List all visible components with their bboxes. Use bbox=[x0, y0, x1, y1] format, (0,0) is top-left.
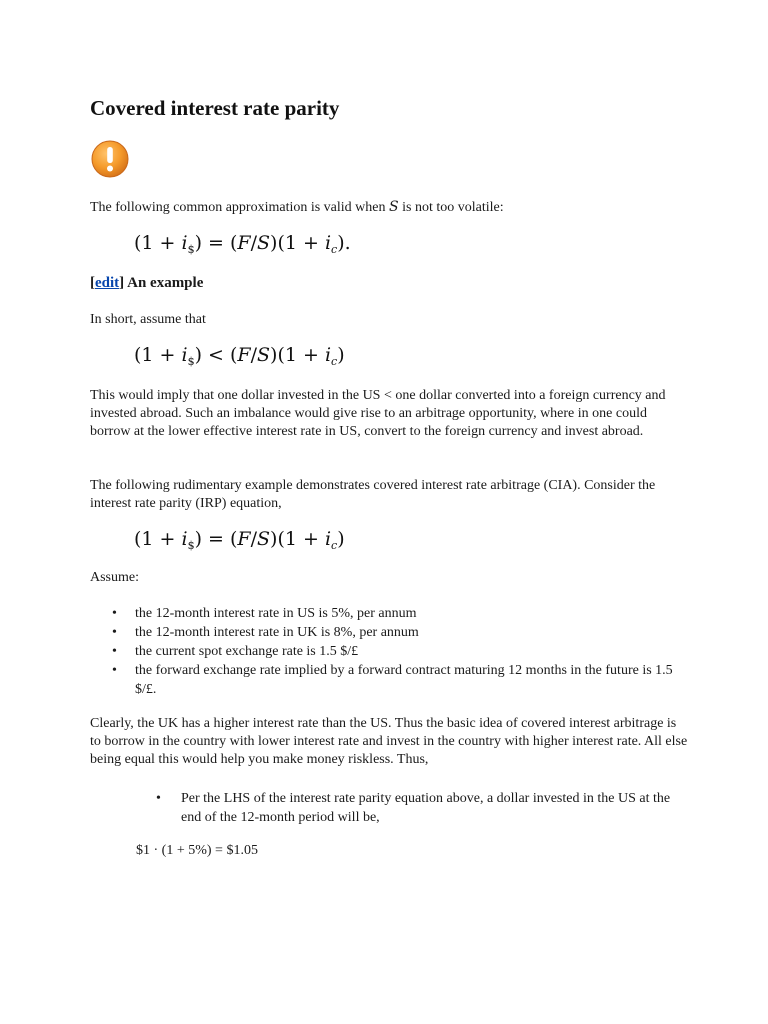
clearly-paragraph: Clearly, the UK has a higher interest rate than the US. Thus the basic idea of covered interest arbitrage is to borrow in the country with lower interest rate and invest in the country with higher interest rate. All else being equal this would help you make money riskless. Thus, bbox=[90, 716, 688, 767]
assumption-list bbox=[90, 604, 690, 699]
intro-text-after: is not too volatile: bbox=[398, 200, 504, 215]
short-paragraph: In short, assume that bbox=[90, 312, 206, 327]
bracket-close: ] bbox=[119, 275, 125, 291]
exclamation-warning-icon bbox=[90, 139, 130, 179]
intro-text-before: The following common approximation is valid when bbox=[90, 200, 390, 215]
edit-link[interactable]: edit bbox=[95, 275, 120, 291]
section-title: An example bbox=[127, 275, 204, 291]
assume-label: Assume: bbox=[90, 570, 139, 585]
rudimentary-paragraph: The following rudimentary example demonstrates covered interest rate arbitrage (CIA). Consider the interest rate parity (IRP) equation, bbox=[90, 478, 656, 511]
formula-inequality: $(1 + i_{\$}) < (F/S)(1 + i_c)$ bbox=[134, 344, 345, 368]
imply-paragraph: This would imply that one dollar invested in the US < one dollar converted into a foreign currency and invested abroad. Such an imbalance would give rise to an arbitrage opportunity, where in one could borrow at the lower effective interest rate in US, convert to the foreign currency and invest abroad. bbox=[90, 388, 666, 439]
bracket-open: [ bbox=[90, 275, 95, 291]
list-item: • the current spot exchange rate is 1.5 $/£ bbox=[90, 642, 690, 661]
formula-parity-approx: $(1 + i_{\$}) = (F/S)(1 + i_c)$. bbox=[134, 232, 351, 256]
section-heading-example bbox=[90, 273, 203, 293]
lhs-list bbox=[90, 789, 702, 827]
page-title: Covered interest rate parity bbox=[90, 96, 340, 120]
list-item: • the 12-month interest rate in UK is 8%, per annum bbox=[90, 623, 690, 642]
calculation-line: $1 · (1 + 5%) = $1.05 bbox=[136, 843, 258, 858]
intro-symbol: S bbox=[389, 199, 399, 215]
intro-paragraph bbox=[90, 198, 690, 217]
list-item: • Per the LHS of the interest rate parity equation above, a dollar invested in the US at the end of the 12-month period will be, bbox=[90, 789, 702, 827]
list-item: • the 12-month interest rate in US is 5%, per annum bbox=[90, 604, 690, 623]
list-item: • the forward exchange rate implied by a forward contract maturing 12 months in the future is 1.5 $/£. bbox=[90, 661, 690, 699]
formula-irp: $(1 + i_{\$}) = (F/S)(1 + i_c)$ bbox=[134, 528, 345, 552]
